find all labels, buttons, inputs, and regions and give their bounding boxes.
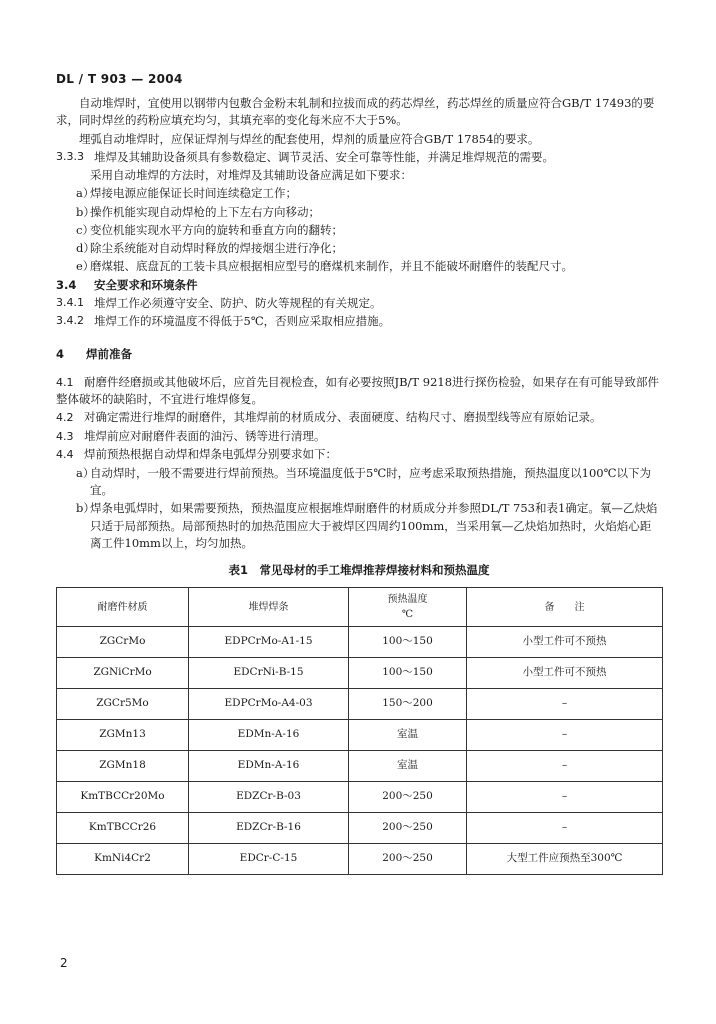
cell-preheat: 200～250	[349, 813, 467, 844]
cell-preheat: 100～150	[349, 658, 467, 689]
cell-remark: –	[467, 689, 663, 720]
clause-text: 堆焊及其辅助设备须具有参数稳定、调节灵活、安全可靠等性能，并满足堆焊规范的需要。	[94, 149, 554, 164]
clause-text: 堆焊前应对耐磨件表面的油污、锈等进行清理。	[84, 428, 326, 443]
list-item-label: e）	[76, 259, 95, 274]
cell-preheat: 室温	[349, 720, 467, 751]
cell-material: KmNi4Cr2	[57, 844, 189, 875]
table-row	[57, 844, 663, 875]
list-item-text: 磨煤辊、底盘瓦的工装卡具应根据相应型号的磨煤机来制作，并且不能破坏耐磨件的装配尺寸。	[90, 259, 573, 274]
clause-text: 对确定需进行堆焊的耐磨件，其堆焊前的材质成分、表面硬度、结构尺寸、磨损型线等应有原始记录。	[84, 410, 602, 425]
clause-number: 4.3	[56, 429, 74, 443]
cell-electrode: EDZCr-B-16	[189, 813, 349, 844]
cell-preheat: 100～150	[349, 627, 467, 658]
cell-remark: 大型工件应预热至300℃	[467, 844, 663, 875]
list-item	[56, 240, 662, 257]
list-item	[56, 204, 662, 221]
table-row	[57, 813, 663, 844]
section-3-4-heading	[56, 277, 662, 294]
standard-code-header: DL / T 903 — 2004	[56, 72, 183, 86]
clause-text: 焊前预热根据自动焊和焊条电弧焊分别要求如下：	[84, 447, 337, 462]
clause-number: 4.2	[56, 411, 74, 425]
cell-material: ZGCrMo	[57, 627, 189, 658]
table-header-row	[57, 588, 663, 627]
header-remark: 备 注	[467, 588, 663, 627]
table-row	[57, 689, 663, 720]
clause-number: 3.4.2	[56, 314, 84, 327]
section-title: 焊前准备	[86, 347, 132, 362]
list-item	[56, 500, 662, 552]
cell-preheat: 200～250	[349, 844, 467, 875]
cell-remark: –	[467, 720, 663, 751]
cell-material: KmTBCCr26	[57, 813, 189, 844]
clause-4-2	[56, 409, 662, 427]
list-item-label: d）	[76, 241, 95, 255]
paragraph-submerged-arc: 埋弧自动堆焊时，应保证焊剂与焊丝的配套使用，焊剂的质量应符合GB/T 17854的要求。	[79, 131, 540, 146]
page-content	[56, 95, 662, 875]
list-item-text: 变位机能实现水平方向的旋转和垂直方向的翻转；	[90, 222, 343, 237]
cell-material: KmTBCCr20Mo	[57, 782, 189, 813]
list-item-text: 操作机能实现自动焊枪的上下左右方向移动；	[90, 204, 320, 219]
cell-preheat: 200～250	[349, 782, 467, 813]
clause-text: 堆焊工作的环境温度不得低于5℃，否则应采取相应措施。	[94, 314, 391, 328]
clause-4-1	[56, 374, 662, 409]
table-row	[57, 782, 663, 813]
clause-3-4-2	[56, 313, 662, 330]
cell-electrode: EDMn-A-16	[189, 751, 349, 782]
clause-number: 4.4	[56, 448, 74, 462]
section-number: 3.4	[56, 277, 77, 292]
clause-3-4-1	[56, 295, 662, 312]
cell-preheat: 室温	[349, 751, 467, 782]
cell-remark: 小型工件可不预热	[467, 627, 663, 658]
list-item	[56, 258, 662, 275]
table-row	[57, 720, 663, 751]
clause-4-3	[56, 428, 662, 446]
list-item	[56, 465, 662, 500]
list-item-label: a）	[76, 465, 95, 480]
preheat-table	[56, 587, 663, 875]
table-row	[57, 751, 663, 782]
clause-number: 3.3.3	[56, 149, 84, 163]
list-item-label: b）	[76, 501, 95, 516]
cell-electrode: EDCr-C-15	[189, 844, 349, 875]
cell-electrode: EDPCrMo-A1-15	[189, 627, 349, 658]
table-row	[57, 627, 663, 658]
cell-material: ZGNiCrMo	[57, 658, 189, 689]
list-item-label: b）	[76, 204, 95, 219]
clause-text: 堆焊工作必须遵守安全、防护、防火等规程的有关规定。	[94, 295, 382, 310]
cell-preheat: 150～200	[349, 689, 467, 720]
cell-electrode: EDPCrMo-A4-03	[189, 689, 349, 720]
page-number: 2	[60, 956, 68, 970]
list-item-label: a）	[76, 186, 95, 201]
clause-text: 耐磨件经磨损或其他破坏后，应首先目视检查，如有必要按照JB/T 9218进行探伤检验，如果存在有可能导致部件整体破坏的缺陷时，不宜进行堆焊修复。	[56, 374, 660, 406]
clause-3-3-3	[56, 149, 662, 166]
table-caption: 表1 常见母材的手工堆焊推荐焊接材料和预热温度	[228, 563, 490, 577]
section-number: 4	[56, 347, 65, 362]
cell-electrode: EDZCr-B-03	[189, 782, 349, 813]
clause-4-4	[56, 446, 662, 464]
list-item-text: 除尘系统能对自动焊时释放的焊接烟尘进行净化；	[90, 241, 343, 255]
list-item-text: 焊接电源应能保证长时间连续稳定工作；	[90, 186, 297, 201]
cell-material: ZGMn18	[57, 751, 189, 782]
cell-electrode: EDMn-A-16	[189, 720, 349, 751]
header-electrode: 堆焊焊条	[189, 588, 349, 627]
cell-remark: –	[467, 813, 663, 844]
clause-number: 4.1	[56, 375, 74, 389]
list-item	[56, 185, 662, 202]
cell-remark: 小型工件可不预热	[467, 658, 663, 689]
header-preheat	[349, 588, 467, 627]
section-4-heading	[56, 346, 662, 363]
clause-3-3-3-intro: 采用自动堆焊的方法时，对堆焊及其辅助设备应满足如下要求：	[90, 168, 412, 182]
section-title: 安全要求和环境条件	[94, 277, 198, 292]
header-preheat-unit: ℃	[401, 609, 414, 621]
list-item-text: 自动焊时，一般不需要进行焊前预热。当环境温度低于5℃时，应考虑采取预热措施，预热温度以100℃以下为宜。	[90, 465, 651, 497]
list-item	[56, 222, 662, 239]
cell-remark: –	[467, 751, 663, 782]
cell-remark: –	[467, 782, 663, 813]
header-material: 耐磨件材质	[57, 588, 189, 627]
cell-electrode: EDCrNi-B-15	[189, 658, 349, 689]
header-preheat-label: 预热温度	[387, 594, 428, 606]
table-row	[57, 658, 663, 689]
paragraph-flux-cored-wire: 自动堆焊时，宜使用以钢带内包敷合金粉末轧制和拉拔而成的药芯焊丝，药芯焊丝的质量应符合GB/T 17493的要求，同时焊丝的药粉应填充均匀，其填充率的变化每米应不大于5%。	[56, 96, 655, 128]
list-item-text: 焊条电弧焊时，如果需要预热，预热温度应根据堆焊耐磨件的材质成分并参照DL/T 753和表1确定。氧—乙炔焰只适于局部预热。局部预热时的加热范围应大于被焊区四周约100mm，当采用氧—乙炔焰加热时，火焰焰心距离工件10mm以上，均匀加热。	[90, 501, 658, 550]
cell-material: ZGMn13	[57, 720, 189, 751]
cell-material: ZGCr5Mo	[57, 689, 189, 720]
clause-number: 3.4.1	[56, 295, 84, 309]
list-item-label: c）	[76, 222, 94, 237]
